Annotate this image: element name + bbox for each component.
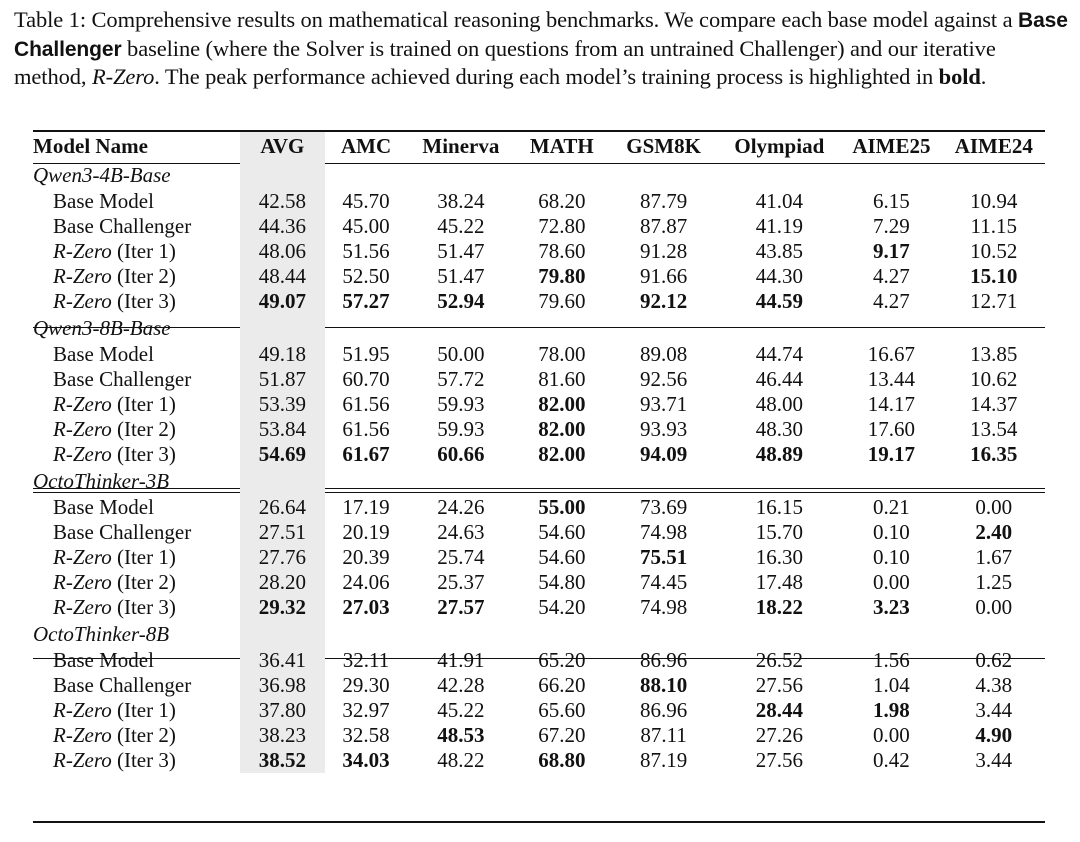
cell-olympiad: 43.85 <box>755 239 803 263</box>
cell-aime24: 3.44 <box>975 748 1013 772</box>
caption-text-1: Comprehensive results on mathematical reasoning benchmarks. We compare each base model against a <box>85 7 1019 32</box>
cell-gsm8k: 74.98 <box>639 595 688 619</box>
avg-highlight-cell <box>240 620 325 648</box>
empty-cell <box>943 161 1045 189</box>
empty-cell <box>515 620 609 648</box>
row-label-text: (Iter 2) <box>111 264 176 288</box>
cell-minerva: 24.26 <box>437 495 485 519</box>
table-row <box>33 545 1045 570</box>
empty-cell <box>718 467 840 495</box>
col-olympiad: Olympiad <box>734 134 825 158</box>
caption-text-3: . The peak performance achieved during each model’s training process is highlighted in <box>154 64 939 89</box>
caption-label: Table 1: <box>14 7 86 32</box>
cell-gsm8k: 87.79 <box>639 189 688 213</box>
cell-aime24: 10.52 <box>970 239 1018 263</box>
cell-minerva: 27.57 <box>437 595 485 619</box>
cell-math: 79.80 <box>538 264 586 288</box>
cell-amc: 61.67 <box>342 442 390 466</box>
cell-amc: 24.06 <box>342 570 390 594</box>
cell-gsm8k: 87.11 <box>640 723 687 747</box>
cell-aime25: 0.21 <box>873 495 910 519</box>
table-row <box>33 264 1045 289</box>
cell-minerva: 24.63 <box>437 520 485 544</box>
cell-aime25: 13.44 <box>867 367 916 391</box>
caption-bold-word: bold <box>938 64 981 89</box>
cell-amc: 45.70 <box>342 189 390 213</box>
cell-aime24: 10.94 <box>970 189 1018 213</box>
empty-cell <box>325 620 407 648</box>
cell-olympiad: 41.19 <box>755 214 803 238</box>
cell-olympiad: 48.89 <box>755 442 803 466</box>
cell-math: 82.00 <box>538 392 586 416</box>
row-label-method: R-Zero <box>53 289 112 313</box>
row-label <box>33 698 240 723</box>
cell-minerva: 51.47 <box>437 264 485 288</box>
cell-olympiad: 16.15 <box>755 495 803 519</box>
cell-math: 78.60 <box>538 239 586 263</box>
row-label-method: R-Zero <box>53 417 112 441</box>
cell-math: 65.20 <box>538 648 586 672</box>
cell-olympiad: 41.04 <box>755 189 803 213</box>
avg-highlight-cell <box>240 161 325 189</box>
table-row <box>33 189 1045 214</box>
group-header-row <box>33 161 1045 189</box>
cell-math: 78.00 <box>538 342 586 366</box>
cell-avg: 38.23 <box>240 723 325 748</box>
empty-cell <box>840 620 942 648</box>
cell-gsm8k: 92.56 <box>639 367 688 391</box>
row-label-method: R-Zero <box>53 442 112 466</box>
cell-gsm8k: 87.87 <box>639 214 688 238</box>
cell-gsm8k: 86.96 <box>639 648 688 672</box>
table-row <box>33 367 1045 392</box>
cell-aime25: 4.27 <box>873 264 910 288</box>
group-header-row <box>33 467 1045 495</box>
cell-math: 65.60 <box>538 698 586 722</box>
cell-olympiad: 48.00 <box>755 392 803 416</box>
cell-olympiad: 46.44 <box>755 367 803 391</box>
cell-olympiad: 28.44 <box>755 698 803 722</box>
cell-aime25: 1.56 <box>873 648 910 672</box>
cell-aime25: 6.15 <box>873 189 910 213</box>
empty-cell <box>609 620 719 648</box>
caption-method-name: R-Zero <box>91 64 155 89</box>
cell-minerva: 25.37 <box>437 570 485 594</box>
row-label-method: R-Zero <box>53 545 112 569</box>
cell-math: 54.80 <box>538 570 586 594</box>
cell-amc: 29.30 <box>342 673 390 697</box>
col-model-name: Model Name <box>33 134 148 158</box>
row-label-text: Base Model <box>53 648 154 672</box>
cell-olympiad: 18.22 <box>755 595 803 619</box>
table-row <box>33 520 1045 545</box>
row-label <box>33 648 240 673</box>
cell-amc: 17.19 <box>342 495 390 519</box>
row-label-text: Base Model <box>53 495 154 519</box>
row-label <box>33 214 240 239</box>
table-row <box>33 342 1045 367</box>
cell-minerva: 48.22 <box>437 748 485 772</box>
row-label <box>33 545 240 570</box>
table-row <box>33 723 1045 748</box>
cell-avg: 53.84 <box>240 417 325 442</box>
table-row <box>33 442 1045 467</box>
row-label-text: (Iter 3) <box>111 748 176 772</box>
row-label <box>33 342 240 367</box>
cell-aime24: 0.00 <box>975 595 1013 619</box>
cell-aime25: 0.10 <box>873 520 910 544</box>
group-name: OctoThinker-8B <box>33 622 170 646</box>
cell-aime24: 11.15 <box>970 214 1018 238</box>
cell-amc: 32.11 <box>342 648 390 672</box>
cell-olympiad: 15.70 <box>755 520 803 544</box>
row-label <box>33 417 240 442</box>
row-label <box>33 495 240 520</box>
cell-aime25: 1.04 <box>873 673 910 697</box>
cell-aime25: 0.10 <box>873 545 910 569</box>
group-header-row <box>33 620 1045 648</box>
cell-math: 79.60 <box>538 289 586 313</box>
cell-aime24: 1.25 <box>975 570 1013 594</box>
cell-amc: 51.56 <box>342 239 390 263</box>
table-row <box>33 417 1045 442</box>
table-row <box>33 495 1045 520</box>
cell-math: 82.00 <box>538 442 586 466</box>
cell-olympiad: 26.52 <box>755 648 803 672</box>
group-name: Qwen3-8B-Base <box>33 316 171 340</box>
row-label-text: (Iter 2) <box>111 417 176 441</box>
caption-bold-term: Base Challenger <box>14 9 1068 61</box>
cell-gsm8k: 73.69 <box>639 495 688 519</box>
row-label-text: (Iter 1) <box>111 545 176 569</box>
cell-avg: 49.18 <box>240 342 325 367</box>
group-header-row <box>33 314 1045 342</box>
caption-text-4: . <box>980 64 987 89</box>
row-label <box>33 239 240 264</box>
row-label-method: R-Zero <box>53 748 112 772</box>
cell-amc: 20.19 <box>342 520 390 544</box>
col-gsm8k: GSM8K <box>626 134 701 158</box>
table-row <box>33 289 1045 314</box>
row-label <box>33 392 240 417</box>
cell-aime24: 15.10 <box>970 264 1018 288</box>
row-label <box>33 595 240 620</box>
header-row <box>33 132 1045 161</box>
cell-avg: 49.07 <box>240 289 325 314</box>
cell-amc: 32.58 <box>342 723 390 747</box>
row-label <box>33 570 240 595</box>
cell-gsm8k: 93.71 <box>639 392 688 416</box>
row-label-text: (Iter 2) <box>111 570 176 594</box>
empty-cell <box>515 161 609 189</box>
cell-olympiad: 44.74 <box>755 342 803 366</box>
row-label <box>33 520 240 545</box>
cell-minerva: 50.00 <box>437 342 485 366</box>
cell-minerva: 48.53 <box>437 723 485 747</box>
avg-highlight-cell <box>240 467 325 495</box>
empty-cell <box>840 314 942 342</box>
cell-aime24: 4.38 <box>975 673 1013 697</box>
row-label-text: (Iter 1) <box>111 392 176 416</box>
cell-gsm8k: 74.45 <box>639 570 688 594</box>
empty-cell <box>325 161 407 189</box>
cell-olympiad: 17.48 <box>755 570 803 594</box>
empty-cell <box>515 314 609 342</box>
row-label <box>33 442 240 467</box>
row-label-method: R-Zero <box>53 570 112 594</box>
row-label-text: (Iter 3) <box>111 595 176 619</box>
table-row <box>33 392 1045 417</box>
cell-avg: 28.20 <box>240 570 325 595</box>
cell-math: 54.20 <box>538 595 586 619</box>
row-label <box>33 367 240 392</box>
cell-avg: 37.80 <box>240 698 325 723</box>
cell-avg: 54.69 <box>240 442 325 467</box>
empty-cell <box>943 620 1045 648</box>
cell-minerva: 60.66 <box>437 442 485 466</box>
cell-minerva: 45.22 <box>437 698 485 722</box>
cell-avg: 44.36 <box>240 214 325 239</box>
col-avg: AVG <box>240 132 325 161</box>
cell-aime24: 2.40 <box>975 520 1013 544</box>
group-name: OctoThinker-3B <box>33 469 170 493</box>
row-label-method: R-Zero <box>53 595 112 619</box>
col-aime25: AIME25 <box>852 134 931 158</box>
cell-amc: 32.97 <box>342 698 390 722</box>
empty-cell <box>943 467 1045 495</box>
empty-cell <box>840 467 942 495</box>
cell-aime24: 12.71 <box>970 289 1018 313</box>
cell-minerva: 25.74 <box>437 545 485 569</box>
cell-aime24: 14.37 <box>970 392 1018 416</box>
row-label-text: (Iter 1) <box>111 239 176 263</box>
table-row <box>33 595 1045 620</box>
row-label-method: R-Zero <box>53 698 112 722</box>
empty-cell <box>325 314 407 342</box>
cell-math: 72.80 <box>538 214 586 238</box>
row-label-text: (Iter 3) <box>111 442 176 466</box>
row-label-text: Base Model <box>53 342 154 366</box>
table-row <box>33 673 1045 698</box>
table-body <box>33 161 1045 773</box>
cell-avg: 42.58 <box>240 189 325 214</box>
empty-cell <box>407 467 515 495</box>
cell-avg: 51.87 <box>240 367 325 392</box>
table-caption <box>14 6 1070 91</box>
cell-amc: 61.56 <box>342 392 390 416</box>
cell-math: 68.20 <box>538 189 586 213</box>
cell-gsm8k: 92.12 <box>639 289 688 313</box>
bottom-rule <box>33 821 1045 823</box>
results-table <box>33 132 1045 773</box>
empty-cell <box>609 467 719 495</box>
row-label-method: R-Zero <box>53 239 112 263</box>
cell-minerva: 45.22 <box>437 214 485 238</box>
col-minerva: Minerva <box>422 134 500 158</box>
cell-olympiad: 27.56 <box>755 748 803 772</box>
row-label-text: (Iter 3) <box>111 289 176 313</box>
cell-avg: 36.98 <box>240 673 325 698</box>
cell-olympiad: 44.30 <box>755 264 803 288</box>
cell-amc: 61.56 <box>342 417 390 441</box>
cell-amc: 20.39 <box>342 545 390 569</box>
row-label <box>33 189 240 214</box>
cell-aime25: 19.17 <box>867 442 916 466</box>
cell-aime25: 17.60 <box>867 417 916 441</box>
cell-avg: 27.76 <box>240 545 325 570</box>
cell-aime25: 4.27 <box>873 289 910 313</box>
empty-cell <box>718 620 840 648</box>
cell-aime24: 10.62 <box>970 367 1018 391</box>
cell-math: 54.60 <box>538 545 586 569</box>
empty-cell <box>407 314 515 342</box>
cell-avg: 29.32 <box>240 595 325 620</box>
col-math: MATH <box>529 134 594 158</box>
empty-cell <box>718 161 840 189</box>
cell-minerva: 51.47 <box>437 239 485 263</box>
cell-gsm8k: 91.66 <box>639 264 688 288</box>
row-label-method: R-Zero <box>53 264 112 288</box>
cell-olympiad: 44.59 <box>755 289 803 313</box>
cell-aime25: 0.00 <box>873 570 910 594</box>
cell-aime24: 16.35 <box>970 442 1018 466</box>
cell-aime25: 3.23 <box>873 595 910 619</box>
row-label-method: R-Zero <box>53 392 112 416</box>
row-label-text: Base Model <box>53 189 154 213</box>
empty-cell <box>609 161 719 189</box>
cell-aime24: 13.54 <box>970 417 1018 441</box>
cell-gsm8k: 75.51 <box>639 545 688 569</box>
cell-minerva: 38.24 <box>437 189 485 213</box>
empty-cell <box>840 161 942 189</box>
cell-aime24: 13.85 <box>970 342 1018 366</box>
cell-avg: 38.52 <box>240 748 325 773</box>
cell-amc: 60.70 <box>342 367 390 391</box>
cell-aime24: 1.67 <box>975 545 1013 569</box>
cell-olympiad: 48.30 <box>755 417 803 441</box>
cell-amc: 27.03 <box>342 595 390 619</box>
cell-olympiad: 16.30 <box>755 545 803 569</box>
cell-minerva: 59.93 <box>437 417 485 441</box>
row-label <box>33 748 240 773</box>
cell-aime25: 0.42 <box>873 748 910 772</box>
row-label <box>33 673 240 698</box>
caption-text-2: baseline (where the Solver is trained on questions from an untrained Challenger) and our iterative method, <box>14 35 996 89</box>
row-label-text: Base Challenger <box>53 214 192 238</box>
table-row <box>33 239 1045 264</box>
cell-minerva: 52.94 <box>437 289 485 313</box>
row-label <box>33 723 240 748</box>
cell-avg: 48.44 <box>240 264 325 289</box>
empty-cell <box>515 467 609 495</box>
table-row <box>33 748 1045 773</box>
cell-gsm8k: 89.08 <box>639 342 688 366</box>
cell-avg: 53.39 <box>240 392 325 417</box>
cell-gsm8k: 91.28 <box>639 239 688 263</box>
cell-gsm8k: 88.10 <box>639 673 688 697</box>
table-row <box>33 698 1045 723</box>
row-label-method: R-Zero <box>53 723 112 747</box>
cell-aime24: 0.62 <box>975 648 1013 672</box>
empty-cell <box>718 314 840 342</box>
table-row <box>33 214 1045 239</box>
cell-avg: 27.51 <box>240 520 325 545</box>
cell-minerva: 57.72 <box>437 367 485 391</box>
cell-aime25: 9.17 <box>873 239 910 263</box>
cell-minerva: 59.93 <box>437 392 485 416</box>
cell-olympiad: 27.26 <box>755 723 803 747</box>
cell-aime24: 3.44 <box>975 698 1013 722</box>
row-label-text: (Iter 2) <box>111 723 176 747</box>
row-label <box>33 289 240 314</box>
row-label <box>33 264 240 289</box>
cell-gsm8k: 86.96 <box>639 698 688 722</box>
cell-aime25: 7.29 <box>873 214 910 238</box>
cell-olympiad: 27.56 <box>755 673 803 697</box>
cell-math: 67.20 <box>538 723 586 747</box>
avg-highlight-cell <box>240 314 325 342</box>
empty-cell <box>407 620 515 648</box>
cell-gsm8k: 74.98 <box>639 520 688 544</box>
row-label-text: Base Challenger <box>53 367 192 391</box>
cell-minerva: 41.91 <box>437 648 485 672</box>
table-row <box>33 648 1045 673</box>
cell-aime24: 4.90 <box>975 723 1013 747</box>
col-aime24: AIME24 <box>954 134 1033 158</box>
row-label-text: Base Challenger <box>53 520 192 544</box>
cell-aime25: 1.98 <box>873 698 910 722</box>
table-row <box>33 570 1045 595</box>
group-name: Qwen3-4B-Base <box>33 163 171 187</box>
cell-math: 81.60 <box>538 367 586 391</box>
cell-avg: 36.41 <box>240 648 325 673</box>
cell-math: 68.80 <box>538 748 586 772</box>
cell-gsm8k: 87.19 <box>639 748 688 772</box>
cell-gsm8k: 94.09 <box>639 442 688 466</box>
cell-math: 66.20 <box>538 673 586 697</box>
row-label-text: (Iter 1) <box>111 698 176 722</box>
cell-math: 82.00 <box>538 417 586 441</box>
cell-amc: 51.95 <box>342 342 390 366</box>
row-label-text: Base Challenger <box>53 673 192 697</box>
cell-amc: 52.50 <box>342 264 390 288</box>
cell-gsm8k: 93.93 <box>639 417 688 441</box>
cell-aime25: 0.00 <box>873 723 910 747</box>
cell-amc: 45.00 <box>342 214 390 238</box>
cell-amc: 57.27 <box>342 289 390 313</box>
cell-amc: 34.03 <box>342 748 390 772</box>
cell-avg: 26.64 <box>240 495 325 520</box>
cell-aime25: 16.67 <box>867 342 916 366</box>
cell-math: 54.60 <box>538 520 586 544</box>
col-amc: AMC <box>340 134 392 158</box>
cell-minerva: 42.28 <box>437 673 485 697</box>
empty-cell <box>609 314 719 342</box>
empty-cell <box>325 467 407 495</box>
cell-aime24: 0.00 <box>975 495 1013 519</box>
cell-avg: 48.06 <box>240 239 325 264</box>
empty-cell <box>407 161 515 189</box>
cell-math: 55.00 <box>538 495 586 519</box>
cell-aime25: 14.17 <box>867 392 916 416</box>
empty-cell <box>943 314 1045 342</box>
